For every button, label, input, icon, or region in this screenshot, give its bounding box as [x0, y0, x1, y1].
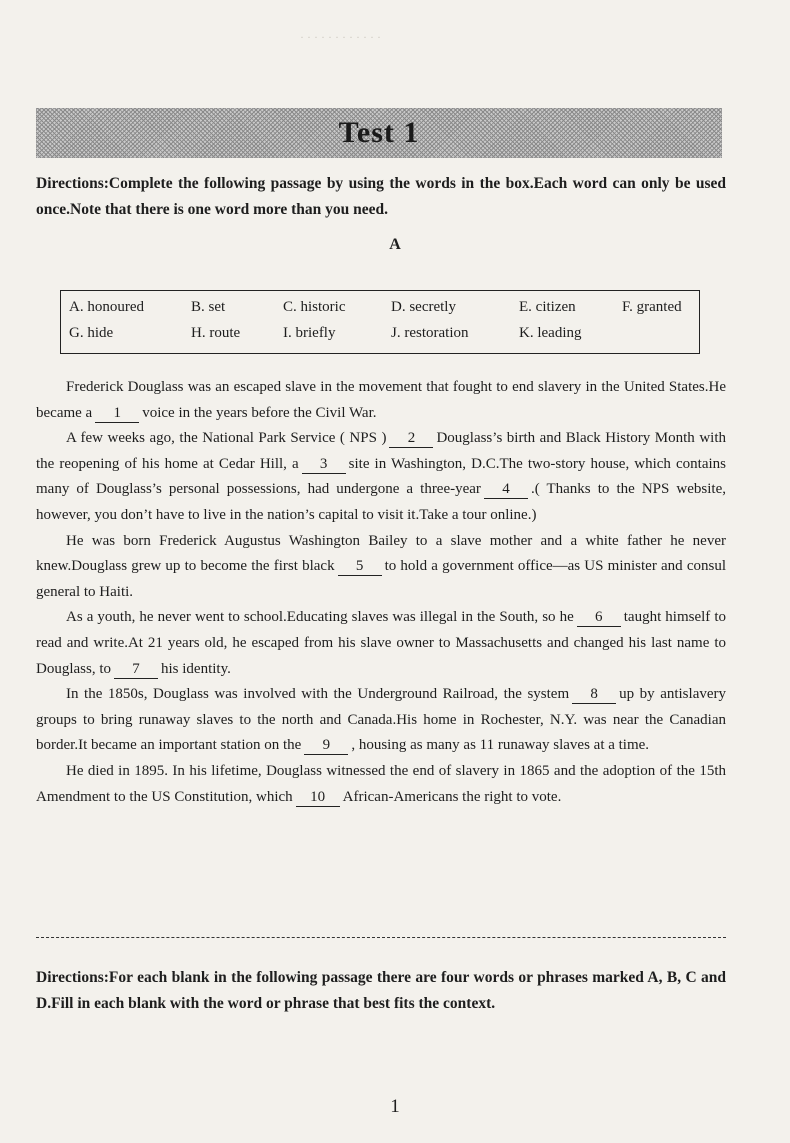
directions-section-b: Directions:For each blank in the following passage there are four words or phrases marked A, B, C and D.Fill in each blank with the word or phrase that best fits the context.	[36, 969, 726, 1012]
blank-8[interactable]: 8	[572, 685, 616, 704]
blank-5[interactable]: 5	[338, 557, 382, 576]
paragraph-4	[36, 605, 726, 682]
word-option: C. historic	[283, 299, 346, 315]
blank-6[interactable]: 6	[577, 608, 621, 627]
section-label: A	[389, 236, 401, 253]
blank-7[interactable]: 7	[114, 660, 158, 679]
word-option: G. hide	[69, 325, 114, 341]
blank-3[interactable]: 3	[302, 455, 346, 474]
passage	[36, 375, 726, 810]
word-option: D. secretly	[391, 299, 456, 315]
passage-text: to hold a government office—as US minister and consul general to Haiti.	[36, 558, 726, 600]
passage-text: African-Americans the right to vote.	[342, 788, 562, 805]
passage-text: He was born Frederick Augustus Washington Bailey to a slave mother and a white father he never knew.Douglass grew up to become the first black	[36, 532, 726, 575]
passage-text: He died in 1895. In his lifetime, Douglass witnessed the end of slavery in 1865 and the adoption of the 15th Amendment to the US Constitution, which	[36, 762, 726, 805]
passage-text: his identity.	[161, 660, 231, 677]
passage-text: , housing as many as 11 runaway slaves at a time.	[351, 737, 650, 754]
passage-text: .( Thanks to the NPS website, however, you don’t have to live in the nation’s capital to visit it.Take a tour online.)	[36, 481, 726, 523]
dashed-divider	[36, 937, 726, 938]
word-option: A. honoured	[69, 299, 144, 315]
passage-text: taught himself to read and write.At 21 years old, he escaped from his slave owner to Massachusetts and changed his last name to Douglass, to	[36, 609, 727, 677]
title-band	[36, 108, 722, 158]
passage-text: Frederick Douglass was an escaped slave in the movement that fought to end slavery in the United States.He became a	[36, 379, 726, 421]
paragraph-5	[36, 682, 726, 759]
passage-text: In the 1850s, Douglass was involved with the Underground Railroad, the system	[66, 686, 570, 703]
word-option: F. granted	[622, 299, 682, 315]
directions-section-a: Directions:Complete the following passage by using the words in the box.Each word can only be used once.Note that there is one word more than you need.	[36, 175, 726, 218]
blank-2[interactable]: 2	[389, 429, 433, 448]
blank-9[interactable]: 9	[304, 736, 348, 755]
paragraph-1	[36, 375, 726, 426]
word-box	[60, 290, 700, 354]
blank-10[interactable]: 10	[296, 788, 340, 807]
paragraph-6	[36, 759, 726, 810]
blank-4[interactable]: 4	[484, 480, 528, 499]
word-option: J. restoration	[391, 325, 469, 341]
show-through-text: · · · · · · · · · · · ·	[300, 30, 381, 44]
passage-text: up by antislavery groups to bring runaway slaves to the north and Canada.His home in Rochester, N.Y. was near the Canadian border.It became an important station on the	[36, 686, 726, 754]
word-option: K. leading	[519, 325, 582, 341]
word-option: I. briefly	[283, 325, 336, 341]
passage-text: A few weeks ago, the National Park Service ( NPS )	[66, 430, 387, 447]
page-number: 1	[390, 1096, 400, 1117]
paragraph-2	[36, 426, 726, 528]
word-option: E. citizen	[519, 299, 576, 315]
word-option: H. route	[191, 325, 241, 341]
blank-1[interactable]: 1	[95, 404, 139, 423]
passage-text: As a youth, he never went to school.Educating slaves was illegal in the South, so he	[66, 609, 574, 626]
paragraph-3	[36, 529, 726, 606]
passage-text: voice in the years before the Civil War.	[142, 404, 377, 421]
page-title: Test 1	[338, 116, 420, 149]
word-option: B. set	[191, 299, 226, 315]
passage-text: Douglass’s birth and Black History Month with the reopening of his home at Cedar Hill, a	[36, 430, 726, 472]
passage-text: site in Washington, D.C.The two-story house, which contains many of Douglass’s personal possessions, had undergone a three-year	[36, 455, 726, 498]
